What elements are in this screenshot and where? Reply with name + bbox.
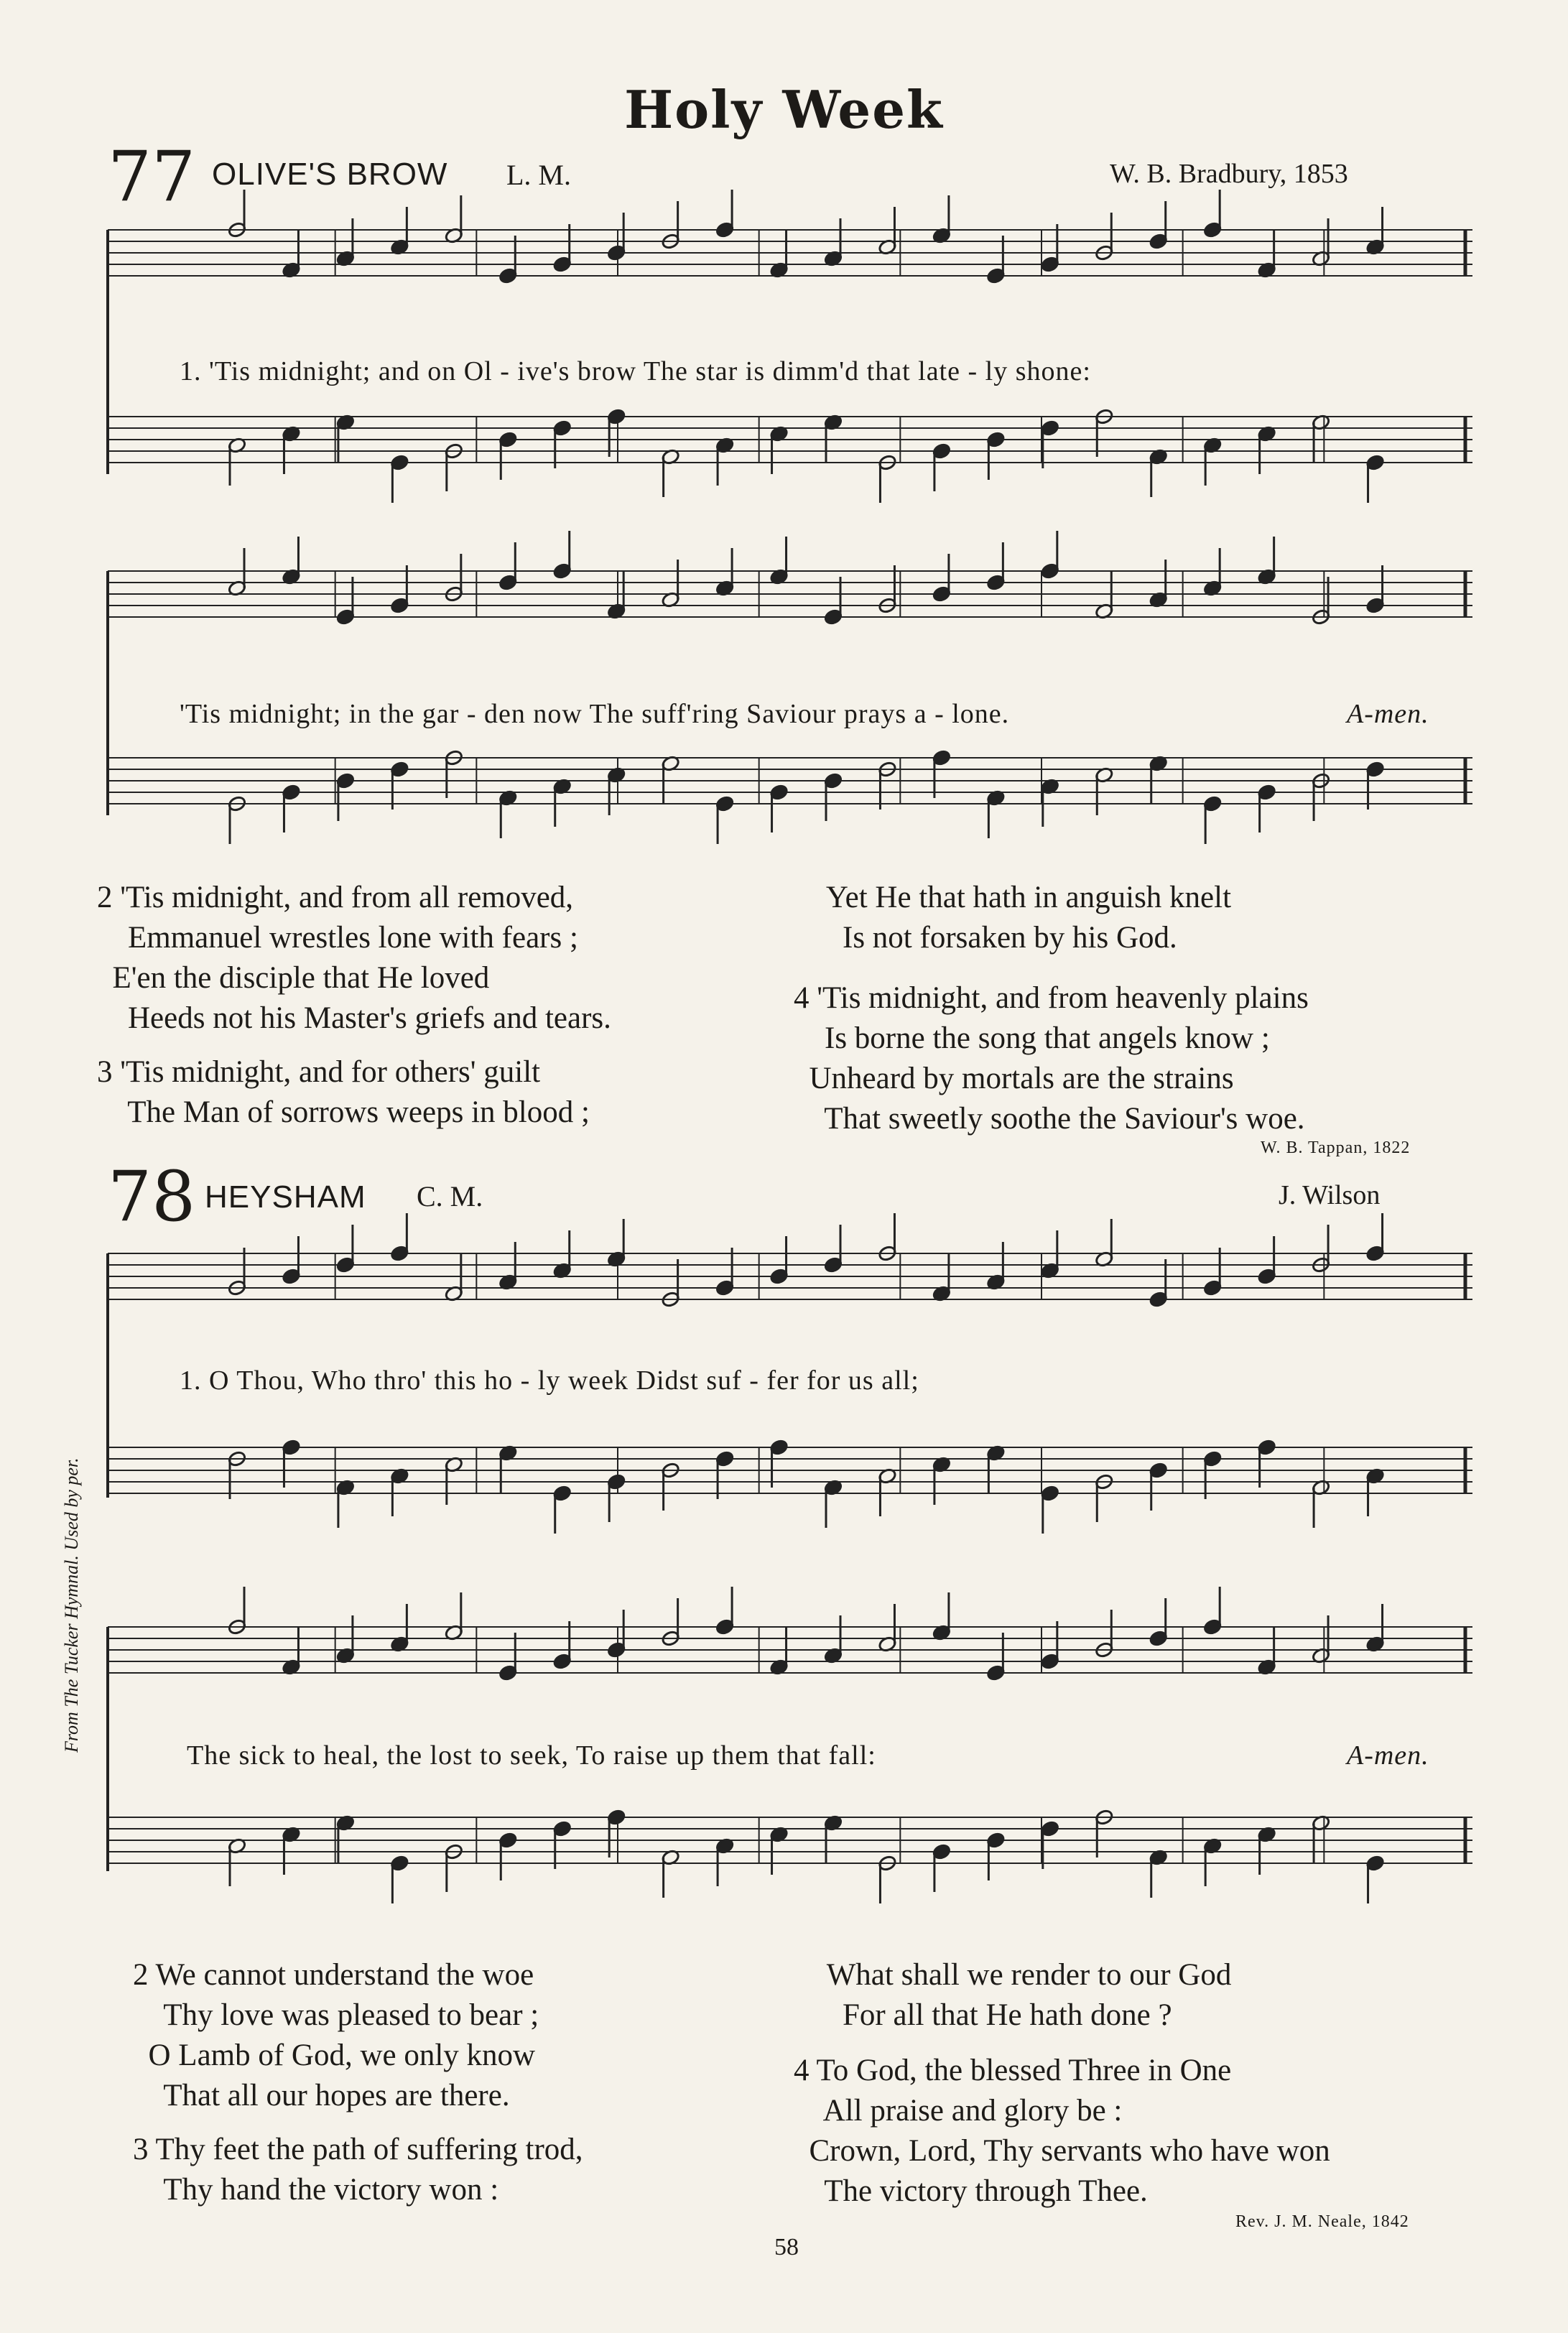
bass-staff [108,1439,1472,1534]
verse-78-2: 2 We cannot understand the woe Thy love was pleased to bear ; O Lamb of God, we only know That all our hopes are there. [133,1958,539,2112]
composer-78: J. Wilson [1279,1180,1381,1210]
author-77: W. B. Tappan, 1822 [1261,1138,1411,1157]
lyric-line-78-2: The sick to heal, the lost to seek, To raise up them that fall: [187,1740,876,1771]
hymn-number-77: 77 [108,136,196,217]
verse-77-3-continued: Yet He that hath in anguish knelt Is not forsaken by his God. [825,881,1232,955]
treble-staff [108,1213,1472,1308]
verse-77-4: 4 'Tis midnight, and from heavenly plains Is borne the song that angels know ; Unheard by mortals are the strains That sweetly soothe the Saviour's woe. [794,981,1309,1136]
music-system-78-1 [108,1246,1472,1548]
verse-77-2: 2 'Tis midnight, and from all removed, Emmanuel wrestles lone with fears ; E'en the disciple that He loved Heeds not his Master's griefs and tears. [97,881,611,1035]
bass-staff [108,749,1472,844]
lyric-line-77-1: 1. 'Tis midnight; and on Ol - ive's brow The star is dimm'd that late - ly shone: [180,356,1091,386]
bass-staff [108,1809,1472,1903]
meter-78: C. M. [417,1180,483,1212]
hymn-number-78: 78 [108,1156,196,1237]
page-number: 58 [774,2234,799,2260]
treble-staff [108,190,1472,284]
author-78: Rev. J. M. Neale, 1842 [1235,2212,1409,2231]
verse-77-3: 3 'Tis midnight, and for others' guilt The Man of sorrows weeps in blood ; [97,1055,590,1129]
tune-name-78: HEYSHAM [205,1179,366,1215]
bass-staff [108,408,1472,503]
treble-staff [108,1587,1472,1682]
verse-78-3: 3 Thy feet the path of suffering trod, Thy hand the victory won : [133,2133,583,2207]
verse-78-4: 4 To God, the blessed Three in One All praise and glory be : Crown, Lord, Thy servants who have won The victory through Thee. [794,2054,1330,2208]
tune-name-77: OLIVE'S BROW [212,157,448,192]
amen-77: A-men. [1347,699,1429,729]
verse-78-3-continued: What shall we render to our God For all that He hath done ? [826,1958,1232,2032]
lyric-line-78-1: 1. O Thou, Who thro' this ho - ly week Didst suf - fer for us all; [180,1365,919,1396]
amen-78: A-men. [1347,1740,1429,1771]
side-credit: From The Tucker Hymnal. Used by per. [61,1457,82,1753]
meter-77: L. M. [506,159,571,191]
lyric-line-77-2: 'Tis midnight; in the gar - den now The suff'ring Saviour prays a - lone. [180,699,1010,729]
treble-staff [108,531,1472,626]
page-title: Holy Week [624,79,944,140]
composer-77: W. B. Bradbury, 1853 [1110,159,1348,189]
